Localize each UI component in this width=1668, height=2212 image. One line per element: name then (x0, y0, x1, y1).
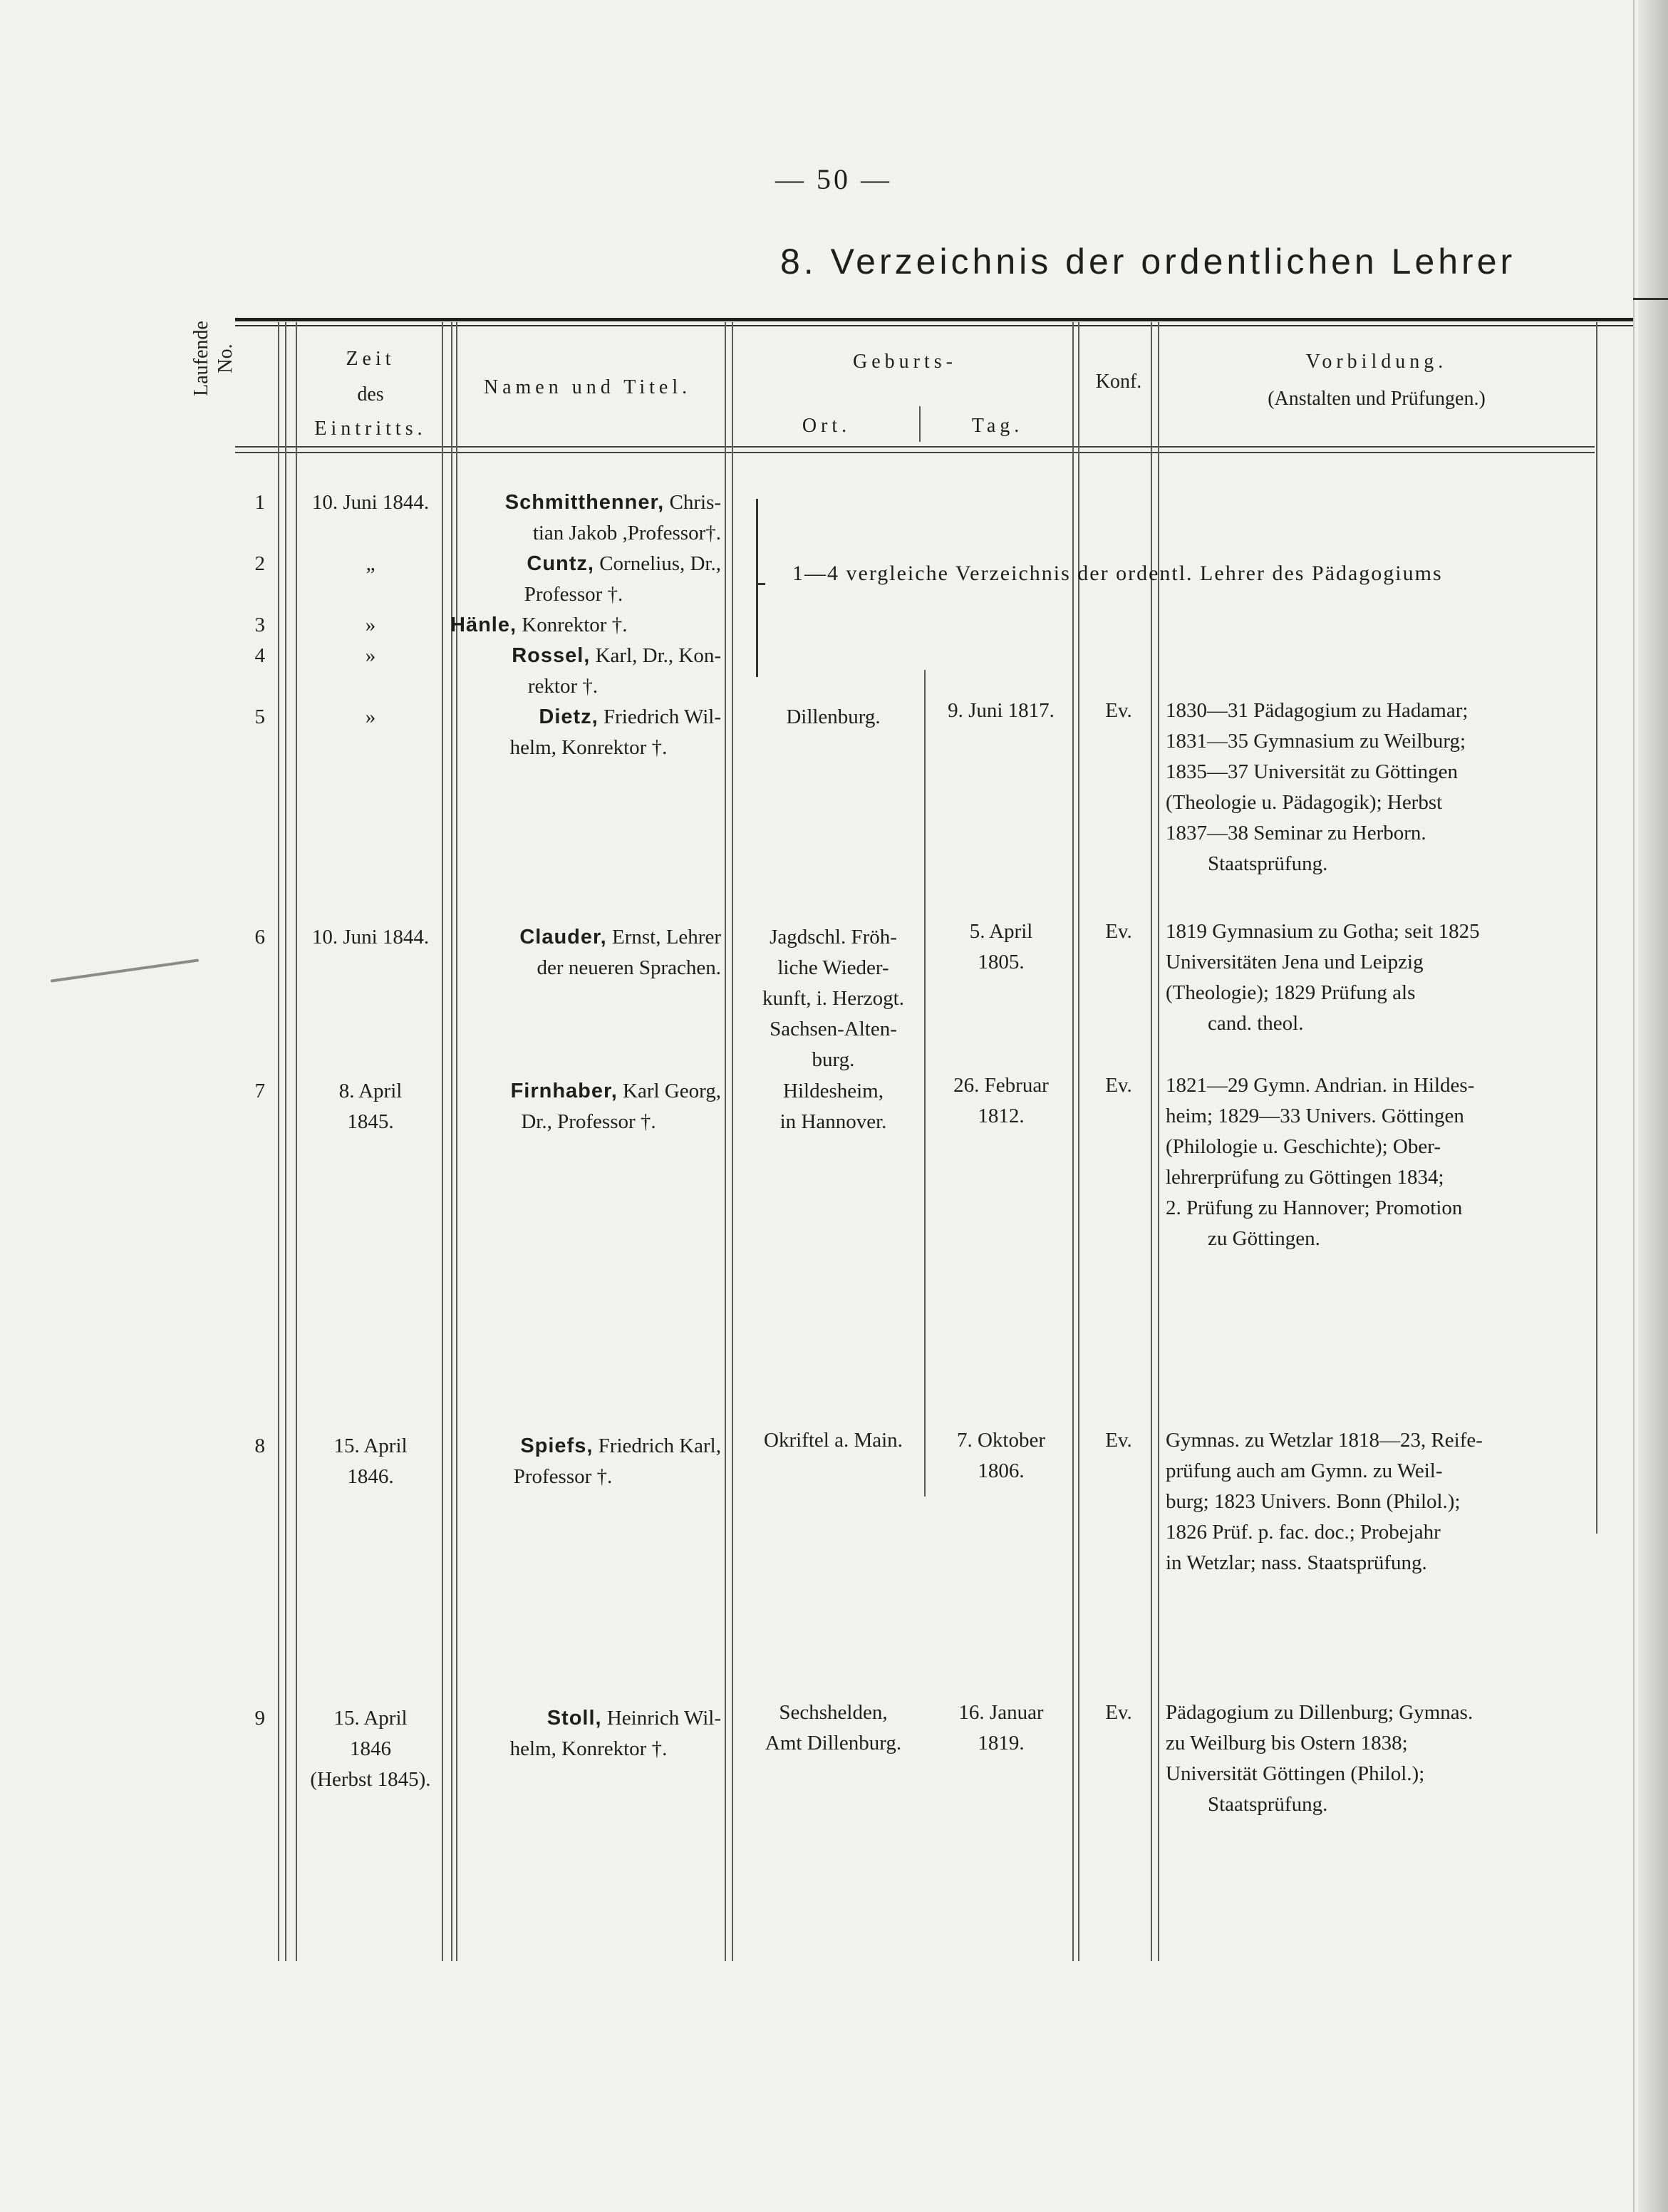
entry-date: 15. April (333, 1707, 408, 1730)
entry-date: (Herbst 1845). (310, 1768, 431, 1791)
page-title: 8. Verzeichnis der ordentlichen Lehrer (780, 242, 1516, 281)
name-detail: der neueren Sprachen. (537, 956, 721, 979)
teacher-name (450, 702, 721, 733)
surname: Dietz, (539, 706, 599, 728)
header-geburts: Geburts- (853, 351, 957, 373)
education-line: 1821—29 Gymn. Andrian. in Hildes- (1166, 1074, 1475, 1097)
row-number: 2 (254, 552, 265, 575)
teacher-name (450, 1431, 721, 1462)
name-detail: tian Jakob ,Professor†. (532, 522, 721, 544)
birth-date: 26. Februar (953, 1074, 1049, 1097)
name-detail: rektor †. (527, 675, 599, 698)
education-line: 2. Prüfung zu Hannover; Promotion (1166, 1197, 1463, 1219)
birth-place: Dillenburg. (786, 706, 881, 728)
birth-date: 1819. (978, 1732, 1025, 1754)
birth-date: 16. Januar (958, 1701, 1044, 1724)
page-number: — 50 — (775, 163, 892, 195)
teacher-name (450, 922, 721, 953)
education-line: lehrerprüfung zu Göttingen 1834; (1166, 1166, 1444, 1189)
education-line: 1835—37 Universität zu Göttingen (1166, 760, 1458, 783)
name-detail: helm, Konrektor †. (509, 736, 668, 759)
ditto-mark: » (365, 614, 376, 636)
teacher-name (450, 1703, 721, 1734)
header-des: des (357, 383, 384, 405)
name-detail: Friedrich Karl, (598, 1435, 721, 1457)
header-no: No. (214, 343, 237, 373)
teacher-name (450, 487, 721, 518)
entry-date: 1846 (350, 1737, 391, 1760)
birth-place: Hildesheim, (783, 1080, 884, 1102)
entry-date: 8. April (338, 1080, 403, 1102)
table-top-rule-thin (235, 325, 1633, 326)
birth-date: 1805. (978, 951, 1025, 973)
teacher-name (450, 641, 721, 671)
birth-place: Okriftel a. Main. (764, 1429, 903, 1452)
birth-place: Jagdschl. Fröh- (770, 926, 897, 949)
header-ort: Ort. (802, 415, 851, 437)
birth-date: 9. Juni 1817. (948, 699, 1055, 722)
pencil-mark (51, 958, 200, 982)
name-detail: Professor †. (513, 1465, 613, 1488)
education-line: (Theologie u. Pädagogik); Herbst (1166, 791, 1443, 814)
name-detail: Karl, Dr., Kon- (595, 644, 721, 667)
confession: Ev. (1105, 1429, 1132, 1452)
education-line: heim; 1829—33 Univers. Göttingen (1166, 1105, 1464, 1127)
education-line: in Wetzlar; nass. Staatsprüfung. (1166, 1551, 1427, 1574)
birth-place: Sechshelden, (779, 1701, 888, 1724)
birth-date: 5. April (969, 920, 1033, 943)
education-line: zu Weilburg bis Ostern 1838; (1166, 1732, 1408, 1754)
education-line: Pädagogium zu Dillenburg; Gymnas. (1166, 1701, 1473, 1724)
ditto-mark: „ (366, 552, 375, 575)
name-detail: Chris- (669, 491, 721, 514)
birth-date: 1812. (978, 1105, 1025, 1127)
ditto-mark: » (365, 706, 376, 728)
ditto-mark: » (365, 644, 376, 667)
teacher-name (450, 549, 721, 579)
name-detail: Dr., Professor †. (521, 1110, 656, 1133)
surname: Rossel, (512, 644, 591, 667)
heading-rule-extension (1633, 298, 1668, 300)
education-line: (Philologie u. Geschichte); Ober- (1166, 1135, 1441, 1158)
bracket-tip (758, 583, 765, 585)
page-edge-line (1633, 0, 1635, 2212)
education-line: 1831—35 Gymnasium zu Weilburg; (1166, 730, 1466, 753)
surname: Stoll, (546, 1707, 602, 1730)
education-line: 1837—38 Seminar zu Herborn. (1166, 822, 1426, 844)
entry-date: 1846. (347, 1465, 394, 1488)
confession: Ev. (1105, 1701, 1132, 1724)
row-number: 7 (254, 1080, 265, 1102)
surname: Firnhaber, (510, 1080, 618, 1102)
header-bottom-rule (235, 446, 1595, 448)
education-line: Gymnas. zu Wetzlar 1818—23, Reife- (1166, 1429, 1483, 1452)
name-detail: Heinrich Wil- (606, 1707, 721, 1730)
header-eintritts: Eintritts. (314, 418, 427, 440)
row-number: 8 (254, 1435, 265, 1457)
confession: Ev. (1105, 699, 1132, 722)
row-number: 3 (254, 614, 265, 636)
name-detail: Ernst, Lehrer (612, 926, 721, 949)
surname: Spiefs, (520, 1435, 594, 1457)
education-line: prüfung auch am Gymn. zu Weil- (1166, 1459, 1443, 1482)
name-detail: Cornelius, Dr., (599, 552, 721, 575)
teacher-name (450, 610, 728, 641)
column-rule-short (919, 406, 921, 442)
entry-date: 15. April (333, 1435, 408, 1457)
name-detail: Friedrich Wil- (603, 706, 721, 728)
surname: Hänle, (450, 614, 517, 636)
row-number: 9 (254, 1707, 265, 1730)
confession: Ev. (1105, 1074, 1132, 1097)
row-number: 5 (254, 706, 265, 728)
education-line: Universität Göttingen (Philol.); (1166, 1762, 1425, 1785)
name-detail: Konrektor †. (522, 614, 628, 636)
header-konf: Konf. (1095, 371, 1142, 393)
birth-place: burg. (812, 1048, 855, 1071)
header-zeit: Zeit (346, 348, 395, 370)
row-number: 6 (254, 926, 265, 949)
column-rule (732, 322, 733, 1961)
education-line: 1826 Prüf. p. fac. doc.; Probejahr (1166, 1521, 1441, 1544)
bracket-note: 1—4 vergleiche Verzeichnis der ordentl. Lehrer des Pädagogiums (792, 562, 1443, 585)
name-detail: Professor †. (524, 583, 623, 606)
teacher-name (450, 1076, 721, 1107)
bracket (756, 499, 758, 677)
column-rule (725, 322, 726, 1961)
column-rule (1596, 322, 1597, 1534)
education-line: 1819 Gymnasium zu Gotha; seit 1825 (1166, 920, 1480, 943)
education-line: Staatsprüfung. (1208, 1793, 1328, 1816)
birth-place: Sachsen-Alten- (770, 1018, 897, 1040)
birth-date: 7. Oktober (956, 1429, 1046, 1452)
surname: Schmitthenner, (504, 491, 665, 514)
entry-date: 10. Juni 1844. (311, 491, 430, 514)
header-vorbildung-sub: (Anstalten und Prüfungen.) (1268, 388, 1486, 410)
header-laufende: Laufende (190, 321, 212, 396)
surname: Cuntz, (527, 552, 594, 575)
birth-place: liche Wieder- (777, 956, 889, 979)
name-detail: Karl Georg, (623, 1080, 721, 1102)
education-line: zu Göttingen. (1208, 1227, 1320, 1250)
education-line: cand. theol. (1208, 1012, 1304, 1035)
birth-place: kunft, i. Herzogt. (762, 987, 904, 1010)
name-detail: helm, Konrektor †. (509, 1737, 668, 1760)
education-line: Universitäten Jena und Leipzig (1166, 951, 1424, 973)
row-number: 1 (254, 491, 265, 514)
birth-place: Amt Dillenburg. (765, 1732, 902, 1754)
education-line: burg; 1823 Univers. Bonn (Philol.); (1166, 1490, 1461, 1513)
education-line: (Theologie); 1829 Prüfung als (1166, 981, 1416, 1004)
row-number: 4 (254, 644, 265, 667)
column-rule (278, 322, 279, 1961)
entry-date: 10. Juni 1844. (311, 926, 430, 949)
surname: Clauder, (519, 926, 607, 949)
education-line: 1830—31 Pädagogium zu Hadamar; (1166, 699, 1468, 722)
birth-date: 1806. (978, 1459, 1025, 1482)
header-namen: Namen und Titel. (483, 376, 692, 398)
page-edge-shadow (1638, 0, 1668, 2212)
header-tag: Tag. (971, 415, 1024, 437)
entry-date: 1845. (347, 1110, 394, 1133)
education-line: Staatsprüfung. (1208, 852, 1328, 875)
header-bottom-rule-2 (235, 452, 1595, 453)
confession: Ev. (1105, 920, 1132, 943)
birth-place: in Hannover. (779, 1110, 887, 1133)
header-vorbildung: Vorbildung. (1305, 351, 1448, 373)
table-top-rule (235, 318, 1633, 321)
